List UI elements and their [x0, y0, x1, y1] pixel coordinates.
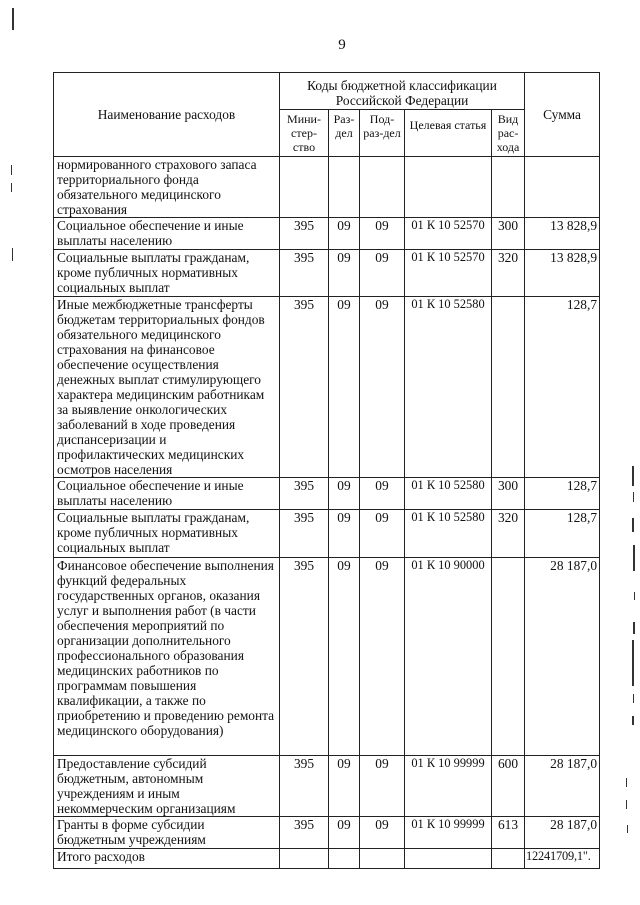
- scan-artifact-mark: [632, 716, 634, 725]
- row-ministry: 395: [280, 218, 329, 250]
- row-subsection: 09: [360, 478, 405, 510]
- row-section: 09: [329, 250, 360, 297]
- row-expense-type: 320: [492, 250, 525, 297]
- row-section: 09: [329, 756, 360, 817]
- scan-artifact-mark: [627, 825, 628, 833]
- row-expense-type: [492, 558, 525, 756]
- row-target-article: [405, 849, 492, 869]
- row-amount: [525, 157, 600, 218]
- row-ministry: 395: [280, 756, 329, 817]
- row-ministry: 395: [280, 510, 329, 558]
- scan-artifact-mark: [632, 466, 634, 486]
- row-target-article: [405, 157, 492, 218]
- row-amount: 12241709,1".: [525, 849, 600, 869]
- column-group-budget-codes: Коды бюджетной классификации Российской Федерации: [280, 73, 525, 110]
- row-expense-type: [492, 157, 525, 218]
- row-ministry: 395: [280, 817, 329, 849]
- scan-artifact-mark: [632, 640, 634, 686]
- row-section: 09: [329, 297, 360, 478]
- row-section: 09: [329, 510, 360, 558]
- row-expense-type: 613: [492, 817, 525, 849]
- table-row: [54, 250, 600, 297]
- row-subsection: [360, 849, 405, 869]
- row-subsection: 09: [360, 250, 405, 297]
- row-section: [329, 849, 360, 869]
- column-header-ministry: Мини-стер-ство: [280, 110, 329, 157]
- row-ministry: 395: [280, 250, 329, 297]
- row-target-article: 01 К 10 99999: [405, 817, 492, 849]
- row-name: Итого расходов: [54, 849, 280, 869]
- row-target-article: 01 К 10 99999: [405, 756, 492, 817]
- column-header-amount: Сумма: [525, 73, 600, 157]
- table-row: [54, 218, 600, 250]
- row-target-article: 01 К 10 52580: [405, 478, 492, 510]
- row-target-article: 01 К 10 52580: [405, 510, 492, 558]
- row-ministry: [280, 849, 329, 869]
- row-target-article: 01 К 10 52570: [405, 250, 492, 297]
- row-amount: 13 828,9: [525, 250, 600, 297]
- row-name: Социальное обеспечение и иные выплаты населению: [54, 218, 280, 250]
- row-amount: 28 187,0: [525, 817, 600, 849]
- row-section: 09: [329, 558, 360, 756]
- scan-artifact-mark: [11, 183, 12, 192]
- row-name: Гранты в форме субсидии бюджетным учреждениям: [54, 817, 280, 849]
- scan-artifact-mark: [626, 800, 627, 809]
- scan-artifact-mark: [634, 592, 635, 600]
- row-section: 09: [329, 218, 360, 250]
- scan-artifact-mark: [632, 518, 634, 532]
- column-header-section: Раз-дел: [329, 110, 360, 157]
- column-header-expense-type: Вид рас-хода: [492, 110, 525, 157]
- row-expense-type: 600: [492, 756, 525, 817]
- page-number: 9: [338, 37, 346, 53]
- row-name: нормированного страхового запаса территориального фонда обязательного медицинского страхования: [54, 157, 280, 218]
- row-section: 09: [329, 478, 360, 510]
- row-ministry: [280, 157, 329, 218]
- row-name: Финансовое обеспечение выполнения функций федеральных государственных органов, оказания услуг и выполнения работ (в части обеспечения мероприятий по организации дополнительного профессионального образования медицинских работников по программам повышения квалификации, а также по приобретению и проведению ремонта медицинского оборудования): [54, 558, 280, 756]
- row-ministry: 395: [280, 558, 329, 756]
- row-subsection: 09: [360, 558, 405, 756]
- column-header-target-article: Целевая статья: [405, 110, 492, 157]
- scan-artifact-mark: [12, 248, 13, 261]
- row-amount: 128,7: [525, 510, 600, 558]
- scan-artifact-mark: [633, 622, 635, 634]
- scan-artifact-mark: [633, 545, 635, 571]
- row-expense-type: 300: [492, 478, 525, 510]
- row-ministry: 395: [280, 478, 329, 510]
- expenditure-table: [53, 72, 600, 869]
- table-row: [54, 297, 600, 478]
- column-header-subsection: Под-раз-дел: [360, 110, 405, 157]
- row-target-article: 01 К 10 52570: [405, 218, 492, 250]
- table-row: [54, 817, 600, 849]
- table-row: [54, 478, 600, 510]
- row-section: 09: [329, 817, 360, 849]
- row-amount: 13 828,9: [525, 218, 600, 250]
- row-subsection: 09: [360, 218, 405, 250]
- row-subsection: 09: [360, 756, 405, 817]
- row-ministry: 395: [280, 297, 329, 478]
- row-name: Иные межбюджетные трансферты бюджетам территориальных фондов обязательного медицинского страхования на финансовое обеспечение осуществления денежных выплат стимулирующего характера медицинским работникам за выявление онкологических заболеваний в ходе проведения диспансеризации и профилактических медицинских осмотров населения: [54, 297, 280, 478]
- row-subsection: 09: [360, 510, 405, 558]
- row-name: Социальные выплаты гражданам, кроме публичных нормативных социальных выплат: [54, 510, 280, 558]
- row-target-article: 01 К 10 90000: [405, 558, 492, 756]
- row-amount: 28 187,0: [525, 756, 600, 817]
- row-amount: 128,7: [525, 297, 600, 478]
- row-subsection: 09: [360, 297, 405, 478]
- row-expense-type: [492, 297, 525, 478]
- row-expense-type: 320: [492, 510, 525, 558]
- row-name: Предоставление субсидий бюджетным, автономным учреждениям и иным некоммерческим организациям: [54, 756, 280, 817]
- table-row: [54, 756, 600, 817]
- column-header-name: Наименование расходов: [54, 73, 280, 157]
- row-name: Социальные выплаты гражданам, кроме публичных нормативных социальных выплат: [54, 250, 280, 297]
- scan-artifact-mark: [633, 694, 634, 703]
- table-row: [54, 157, 600, 218]
- scan-artifact-mark: [12, 8, 14, 30]
- table-row-total: [54, 849, 600, 869]
- row-name: Социальное обеспечение и иные выплаты населению: [54, 478, 280, 510]
- table-row: [54, 558, 600, 756]
- row-subsection: 09: [360, 817, 405, 849]
- row-amount: 28 187,0: [525, 558, 600, 756]
- row-expense-type: [492, 849, 525, 869]
- row-section: [329, 157, 360, 218]
- row-subsection: [360, 157, 405, 218]
- row-expense-type: 300: [492, 218, 525, 250]
- table-row: [54, 510, 600, 558]
- row-target-article: 01 К 10 52580: [405, 297, 492, 478]
- scan-artifact-mark: [633, 492, 634, 502]
- scan-artifact-mark: [626, 778, 627, 787]
- row-amount: 128,7: [525, 478, 600, 510]
- scan-artifact-mark: [11, 165, 12, 175]
